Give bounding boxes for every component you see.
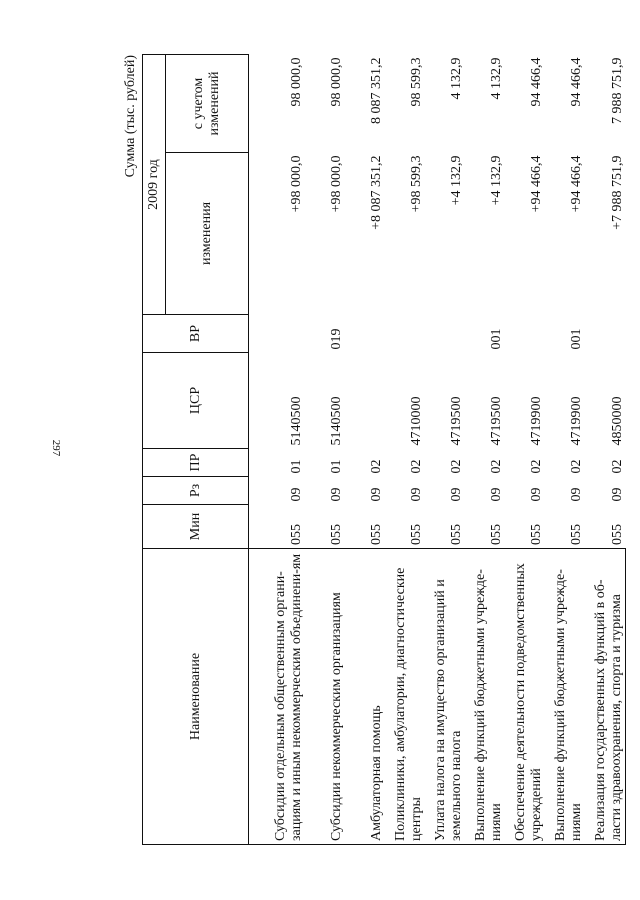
row-csr: 4710000 — [409, 396, 424, 446]
row-name: Реализация государственных функций в об-ласти здравоохранения, спорта и туризма — [585, 549, 626, 845]
row-min: 055 — [289, 524, 304, 545]
table-row — [345, 55, 385, 845]
row-change: +8 087 351,2 — [369, 155, 384, 230]
row-vr: 001 — [569, 328, 584, 350]
row-pr: 02 — [529, 459, 544, 474]
row-change: +4 132,9 — [489, 155, 504, 206]
row-vr: 001 — [489, 328, 504, 350]
row-csr: 4719900 — [529, 396, 544, 446]
row-pr: 01 — [289, 459, 304, 474]
table-row — [385, 55, 425, 845]
row-total: 94 466,4 — [569, 57, 584, 107]
table-row — [465, 55, 505, 845]
table-row — [545, 55, 585, 845]
row-total: 94 466,4 — [529, 57, 544, 107]
table-row — [585, 55, 626, 845]
row-min: 055 — [369, 524, 384, 545]
row-csr: 5140500 — [289, 396, 304, 446]
header-with-changes: с учетом изменений — [166, 55, 249, 153]
row-rz: 09 — [569, 487, 584, 502]
row-pr: 02 — [609, 459, 625, 474]
row-rz: 09 — [329, 487, 344, 502]
table-row — [305, 55, 345, 845]
header-rz: Рз — [143, 477, 249, 505]
row-vr — [585, 315, 626, 353]
rotated-page-content — [123, 55, 625, 845]
row-pr: 01 — [329, 459, 344, 474]
row-rz: 09 — [449, 487, 464, 502]
row-name: Обеспечение деятельности подведомственных учреждений — [505, 549, 545, 845]
row-csr: 4719900 — [569, 396, 584, 446]
row-vr — [345, 315, 385, 353]
header-vr: ВР — [143, 315, 249, 353]
header-year: 2009 год — [143, 55, 166, 315]
row-name: Выполнение функций бюджетными учрежде-ниями — [545, 549, 585, 845]
row-vr — [505, 315, 545, 353]
row-name: Амбулаторная помощь — [345, 549, 385, 845]
row-min: 055 — [409, 524, 424, 545]
row-total: 8 087 351,2 — [369, 57, 384, 124]
row-vr — [385, 315, 425, 353]
row-vr — [425, 315, 465, 353]
header-min: Мин — [143, 505, 249, 549]
row-min: 055 — [449, 524, 464, 545]
row-name: Субсидии некоммерческим организациям — [305, 549, 345, 845]
row-change: +94 466,4 — [529, 155, 544, 213]
row-name: Выполнение функций бюджетными учрежде-ниями — [465, 549, 505, 845]
row-min: 055 — [489, 524, 504, 545]
row-change: +98 000,0 — [289, 155, 304, 213]
row-csr — [345, 353, 385, 449]
table-row — [249, 55, 306, 845]
row-change: +98 599,3 — [409, 155, 424, 213]
row-rz: 09 — [529, 487, 544, 502]
row-pr: 02 — [569, 459, 584, 474]
row-pr: 02 — [449, 459, 464, 474]
row-vr — [249, 315, 306, 353]
row-change: +98 000,0 — [329, 155, 344, 213]
row-total: 98 599,3 — [409, 57, 424, 107]
row-min: 055 — [609, 524, 625, 545]
row-vr: 019 — [329, 328, 344, 350]
row-min: 055 — [329, 524, 344, 545]
row-rz: 09 — [489, 487, 504, 502]
row-change: +7 988 751,9 — [609, 155, 625, 230]
header-csr: ЦСР — [143, 353, 249, 449]
row-change: +4 132,9 — [449, 155, 464, 206]
row-name: Поликлиники, амбулатории, диагностические центры — [385, 549, 425, 845]
row-min: 055 — [569, 524, 584, 545]
row-csr: 4719500 — [449, 396, 464, 446]
header-pr: ПР — [143, 449, 249, 477]
row-pr: 02 — [409, 459, 424, 474]
row-total: 4 132,9 — [449, 57, 464, 100]
table-row — [505, 55, 545, 845]
row-total: 7 988 751,9 — [609, 57, 625, 124]
table-body — [249, 55, 626, 845]
table-row — [425, 55, 465, 845]
row-rz: 09 — [409, 487, 424, 502]
row-name: Уплата налога на имущество организаций и земельного налога — [425, 549, 465, 845]
row-pr: 02 — [369, 459, 384, 474]
row-total: 98 000,0 — [329, 57, 344, 107]
row-min: 055 — [529, 524, 544, 545]
row-csr: 4719500 — [489, 396, 504, 446]
header-name: Наименование — [143, 549, 249, 845]
row-rz: 09 — [609, 487, 625, 502]
row-csr: 4850000 — [609, 396, 625, 446]
row-total: 98 000,0 — [289, 57, 304, 107]
row-name: Субсидии отдельным общественным органи-зациям и иным некоммерческим объединени-ям — [249, 549, 306, 845]
row-change: +94 466,4 — [569, 155, 584, 213]
row-rz: 09 — [289, 487, 304, 502]
page-number: 297 — [50, 439, 62, 457]
table-header — [143, 55, 249, 845]
row-rz: 09 — [369, 487, 384, 502]
header-changes: изменения — [166, 153, 249, 315]
row-pr: 02 — [489, 459, 504, 474]
row-total: 4 132,9 — [489, 57, 504, 100]
amount-caption: Сумма (тыс. рублей) — [123, 55, 138, 178]
budget-table — [142, 54, 626, 845]
row-csr: 5140500 — [329, 396, 344, 446]
